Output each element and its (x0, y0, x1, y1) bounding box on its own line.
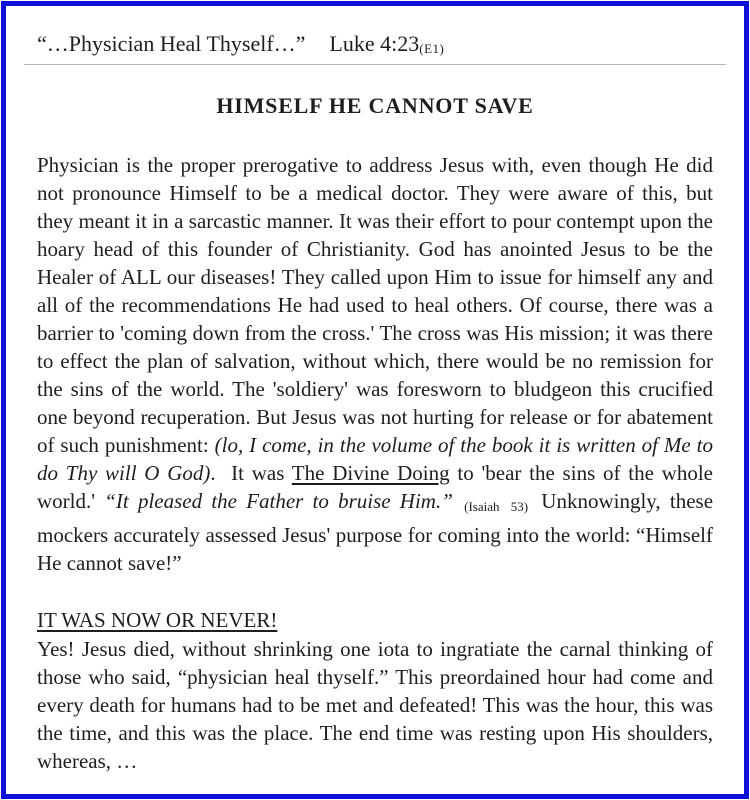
page-title: HIMSELF HE CANNOT SAVE (216, 93, 534, 118)
text-run: . It was (210, 461, 292, 485)
page-header (24, 6, 726, 65)
reference-note: (E1) (419, 41, 445, 56)
main-paragraph (37, 151, 713, 577)
section-heading-text: IT WAS NOW OR NEVER! (37, 608, 278, 632)
text-run-underline: The Divine Doing (291, 461, 450, 485)
document-page (1, 1, 749, 799)
text-run-small: (Isaiah 53) (464, 499, 529, 514)
header-quote: “…Physician Heal Thyself…” (37, 31, 306, 56)
scripture-reference: Luke 4:23 (329, 31, 420, 56)
section-heading (37, 606, 713, 634)
text-run: Unknowingly, these mockers accurately assessed Jesus' purpose for coming into the world: “Himself He cannot save!” (37, 489, 714, 575)
text-run (453, 489, 462, 513)
text-run: to 'bear the sins of the whole world.' (37, 461, 713, 513)
text-run-italic: “It pleased the Father to bruise Him.” (104, 489, 453, 513)
closing-paragraph: Yes! Jesus died, without shrinking one iota to ingratiate the carnal thinking of those who said, “physician heal thyself.” This preordained hour had come and every death for humans had to be met and defeated! This was the hour, this was the time, and this was the place. The end time was resting upon His shoulders, whereas, … (37, 637, 713, 773)
text-run-italic: (lo, I come, in the volume of the book it is written of Me to do Thy will O God) (37, 433, 713, 485)
text-run: Physician is the proper prerogative to address Jesus with, even though He did not pronounce Himself to be a medical doctor. They were aware of this, but they meant it in a sarcastic manner. It was their effort to pour contempt upon the hoary head of this founder of Christianity. God has anointed Jesus to be the Healer of ALL our diseases! They called upon Him to issue for himself any and all of the recommendations He had used to heal others. Of course, there was a barrier to 'coming down from the cross.' The cross was His mission; it was there to effect the plan of salvation, without which, there would be no remission for the sins of the world. The 'soldiery' was foresworn to bludgeon this crucified one beyond recuperation. But Jesus was not hurting for release or for abatement of such punishment: (37, 153, 713, 457)
